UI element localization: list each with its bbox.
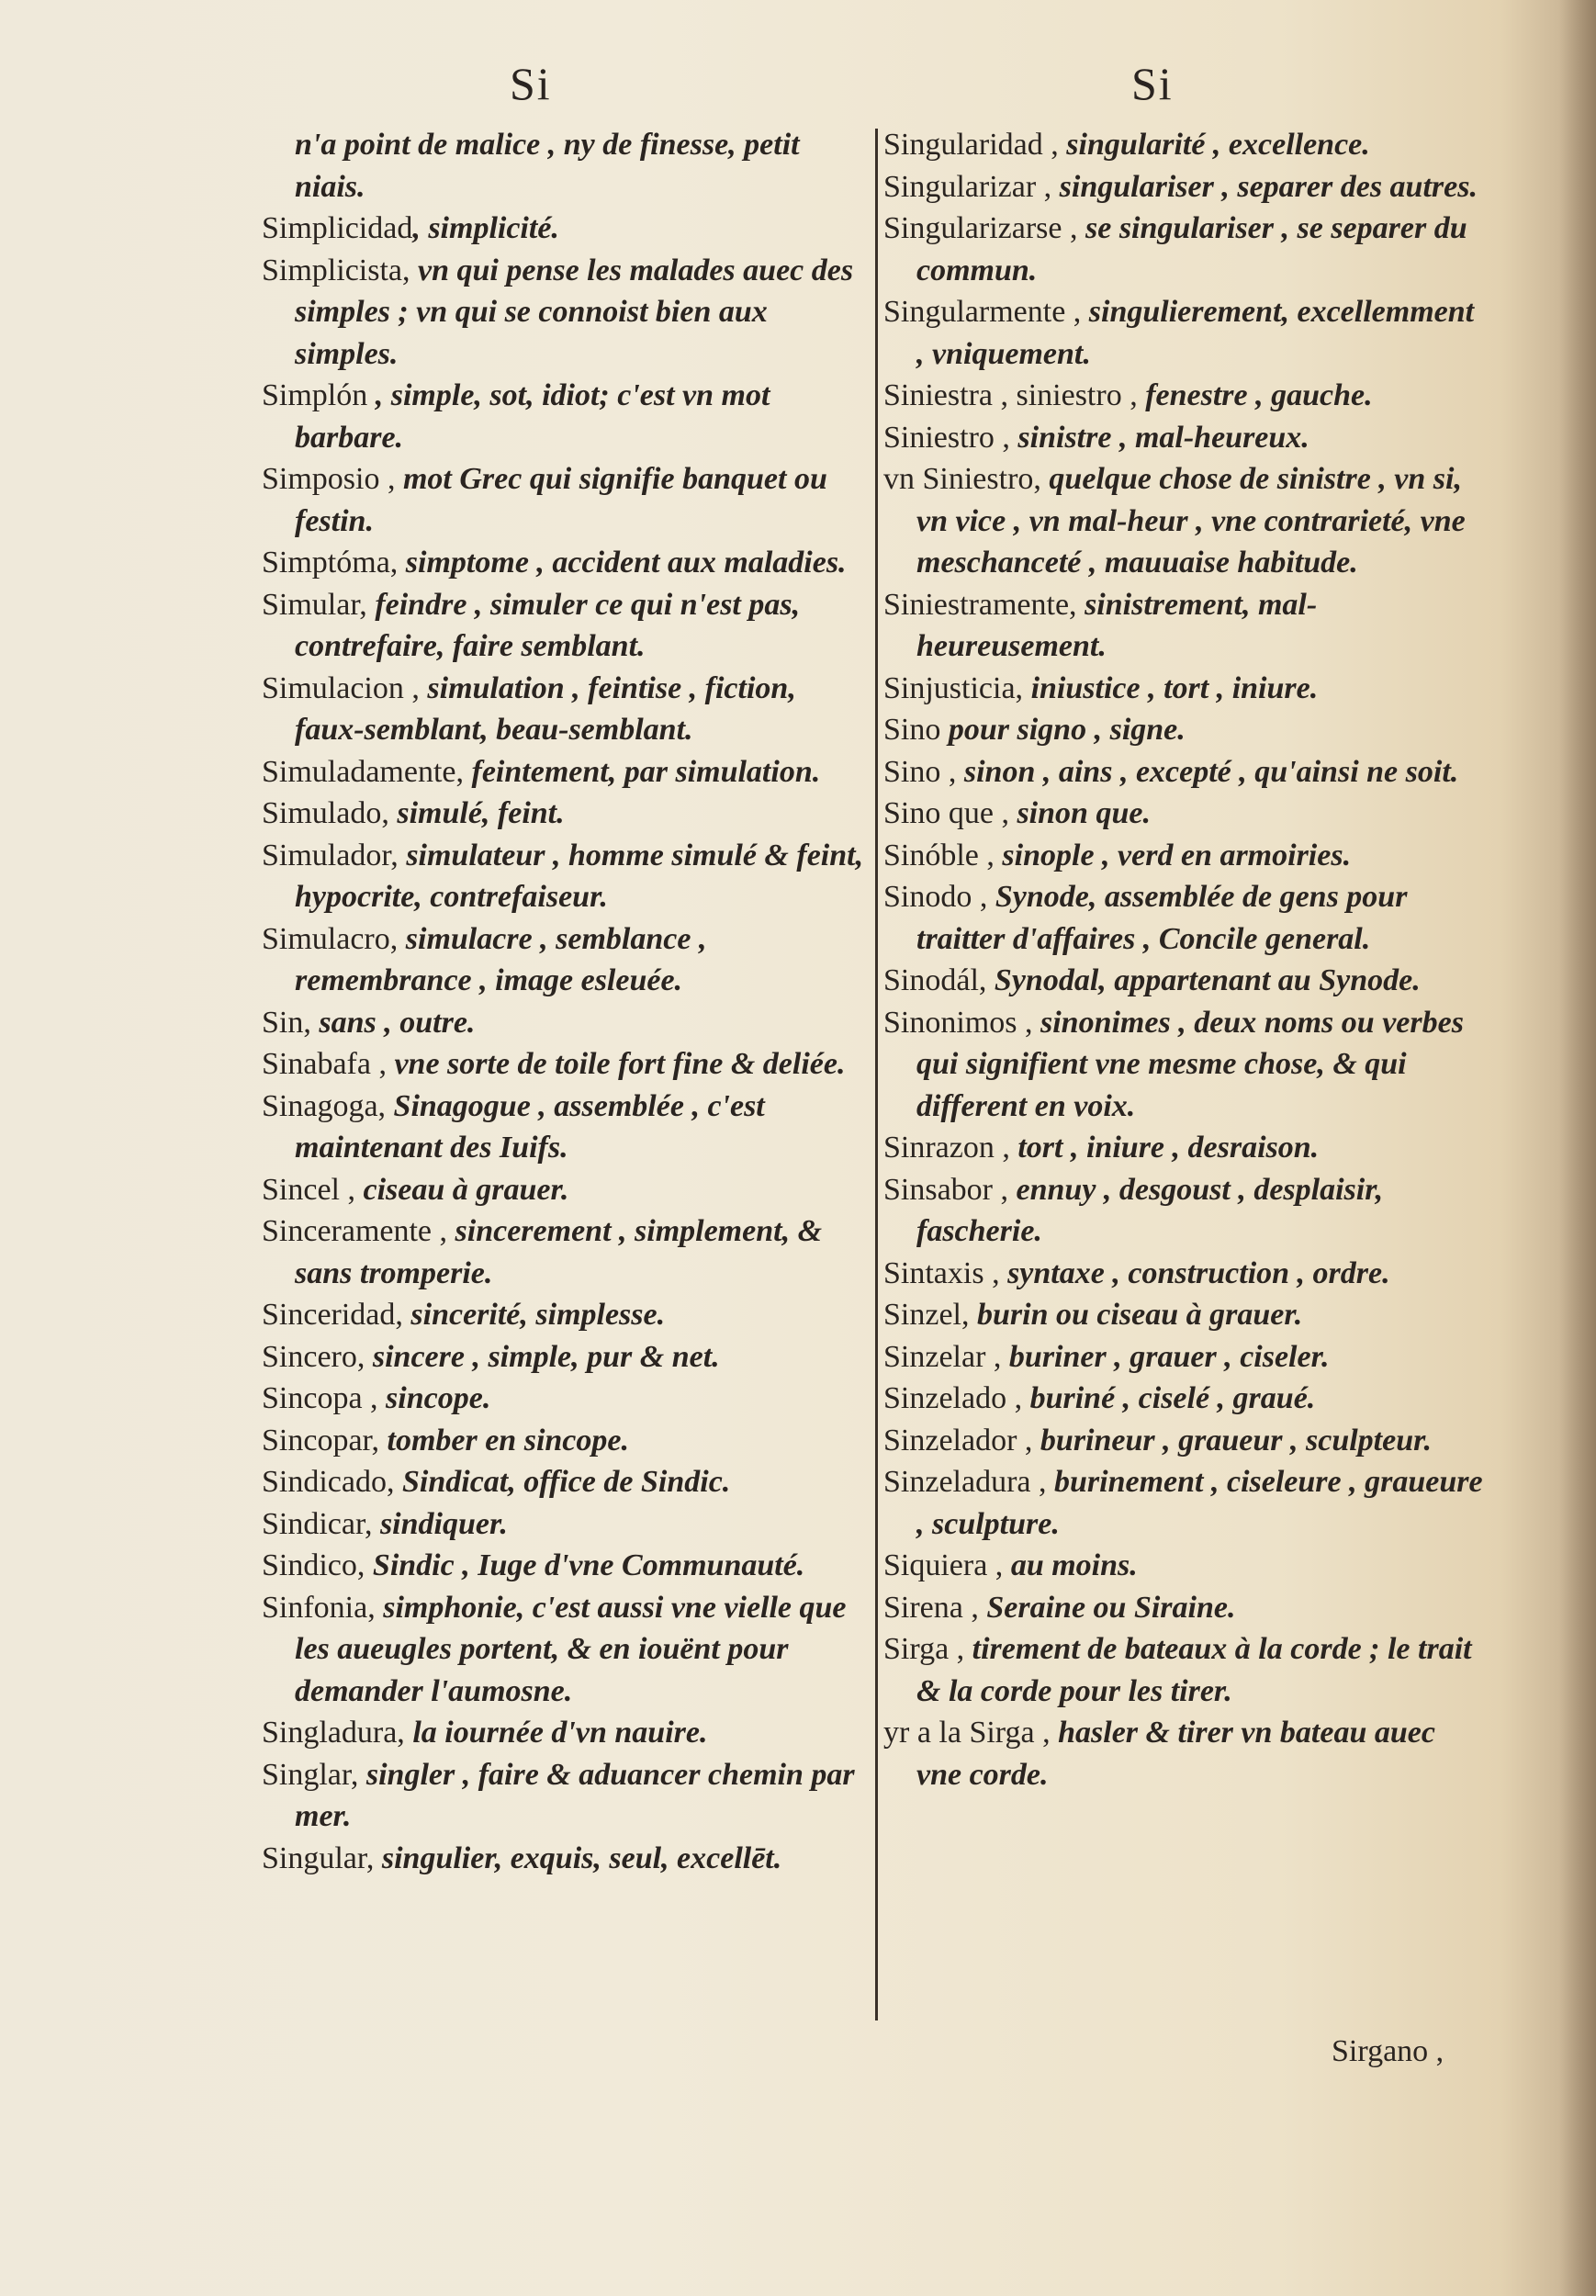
- dictionary-entry: [262, 1210, 868, 1294]
- entry-headword: Sinceridad,: [262, 1298, 403, 1332]
- entry-definition: vne sorte de toile fort fine & deliée.: [386, 1047, 846, 1081]
- entry-definition: tort , iniure , desraison.: [1009, 1131, 1320, 1165]
- page-edge-shadow: [1559, 0, 1596, 2296]
- left-header: Si: [510, 58, 552, 109]
- entry-headword: Sinzelar ,: [883, 1339, 1002, 1374]
- entry-headword: Simulado,: [262, 796, 389, 830]
- entry-headword: Sintaxis ,: [883, 1255, 1000, 1290]
- entry-definition: simulateur , homme simulé & feint, hypocrite, contrefaiseur.: [295, 838, 864, 914]
- entry-headword: Sincopar,: [262, 1423, 379, 1458]
- dictionary-entry: [262, 584, 868, 668]
- column-divider: [875, 129, 878, 2020]
- dictionary-entry: [262, 542, 868, 584]
- dictionary-entry: [262, 1086, 868, 1169]
- entry-definition: singler , faire & aduancer chemin par mer.: [295, 1757, 855, 1833]
- right-header: Si: [1131, 58, 1174, 109]
- right-column: [883, 124, 1485, 1795]
- catchword: Sirgano ,: [1332, 2034, 1444, 2068]
- dictionary-entry: [883, 458, 1485, 584]
- entry-definition: pour signo , signe.: [940, 713, 1186, 747]
- dictionary-entry: [262, 208, 868, 250]
- entry-definition: fenestre , gauche.: [1137, 378, 1373, 412]
- entry-definition: singulier, exquis, seul, excellēt.: [374, 1840, 782, 1875]
- dictionary-entry: [262, 1838, 868, 1880]
- dictionary-entry: [883, 793, 1485, 835]
- dictionary-entry: [883, 1420, 1485, 1462]
- entry-definition: Synode, assemblée de gens pour traitter d'affaires , Concile general.: [916, 880, 1408, 956]
- dictionary-entry: [883, 208, 1485, 291]
- entry-headword: Siniestramente,: [883, 587, 1077, 622]
- entry-definition: singulierement, excellemment , vniquement.: [916, 295, 1475, 371]
- entry-definition: sinon , ains , excepté , qu'ainsi ne soit.: [956, 754, 1459, 789]
- entry-headword: Sino ,: [883, 754, 957, 789]
- entry-headword: Simuladamente,: [262, 754, 465, 789]
- entry-definition: sincere , simple, pur & net.: [365, 1339, 720, 1374]
- entry-definition: quelque chose de sinistre , vn si, vn vice , vn mal-heur , vne contrarieté, vne meschanceté , mauuaise habitude.: [916, 462, 1466, 580]
- dictionary-entry: [883, 709, 1485, 751]
- dictionary-entry: [262, 375, 868, 458]
- dictionary-entry: [883, 1169, 1485, 1253]
- entry-headword: Simplón: [262, 378, 368, 412]
- entry-definition: sincerement , simplement, & sans tromperie.: [295, 1214, 823, 1290]
- entry-headword: Simular,: [262, 587, 367, 622]
- entry-definition: vn qui pense les malades auec des simples ; vn qui se connoist bien aux simples.: [295, 253, 854, 371]
- entry-definition: Sindicat, office de Sindic.: [394, 1465, 731, 1499]
- dictionary-entry: [262, 835, 868, 918]
- dictionary-entry: [262, 751, 868, 793]
- dictionary-entry: [262, 1545, 868, 1587]
- dictionary-entry: [262, 1336, 868, 1379]
- dictionary-entry: [262, 1043, 868, 1086]
- entry-headword: Sinzeladura ,: [883, 1465, 1047, 1499]
- entry-headword: Sinfonia,: [262, 1590, 376, 1625]
- entry-headword: Sinzelador ,: [883, 1423, 1033, 1458]
- entry-definition: buriné , ciselé , graué.: [1022, 1381, 1316, 1415]
- entry-headword: Sirena ,: [883, 1590, 979, 1625]
- entry-definition: singulariser , separer des autres.: [1051, 169, 1478, 204]
- entry-definition: ciseau à grauer.: [354, 1172, 569, 1207]
- entry-headword: Sino que ,: [883, 796, 1009, 830]
- dictionary-entry: [883, 1336, 1485, 1379]
- entry-headword: Simulacro,: [262, 921, 399, 956]
- entry-headword: Sincero,: [262, 1339, 365, 1374]
- entry-headword: Sinzelado ,: [883, 1381, 1023, 1415]
- dictionary-entry: [883, 291, 1485, 375]
- dictionary-entry: [262, 1378, 868, 1420]
- entry-headword: Simplicista,: [262, 253, 410, 287]
- dictionary-entry: [883, 1461, 1485, 1545]
- entry-definition: au moins.: [1003, 1548, 1138, 1582]
- dictionary-entry: [883, 124, 1485, 166]
- dictionary-entry: [883, 1127, 1485, 1169]
- entry-definition: burineur , graueur , sculpteur.: [1032, 1423, 1432, 1458]
- entry-headword: Sinzel,: [883, 1298, 970, 1332]
- dictionary-entry: [262, 1712, 868, 1754]
- entry-definition: tomber en sincope.: [379, 1423, 629, 1458]
- dictionary-entry: [883, 1545, 1485, 1587]
- entry-headword: Sinodál,: [883, 963, 987, 997]
- entry-definition: sinistre , mal-heureux.: [1009, 420, 1309, 455]
- entry-headword: Simulacion ,: [262, 670, 420, 705]
- dictionary-entry: [883, 668, 1485, 710]
- entry-headword: Sinóble ,: [883, 838, 995, 872]
- entry-definition: sinople , verd en armoiries.: [994, 838, 1352, 872]
- entry-headword: Sirga ,: [883, 1632, 965, 1666]
- entry-definition: tirement de bateaux à la corde ; le trait & la corde pour les tirer.: [916, 1632, 1472, 1708]
- entry-definition: se singulariser , se separer du commun.: [916, 211, 1467, 287]
- dictionary-entry: [883, 1587, 1485, 1629]
- dictionary-entry: [262, 668, 868, 751]
- entry-definition: simulé, feint.: [388, 796, 565, 830]
- dictionary-entry: [262, 1461, 868, 1503]
- entry-definition: mot Grec qui signifie banquet ou festin.: [295, 462, 827, 538]
- dictionary-entry: [883, 876, 1485, 960]
- entry-definition: hasler & tirer vn bateau auec vne corde.: [916, 1716, 1435, 1792]
- entry-definition: sinon que.: [1008, 796, 1151, 830]
- entry-definition: sinonimes , deux noms ou verbes qui signifient vne mesme chose, & qui different en voix.: [916, 1005, 1464, 1123]
- entry-headword: Sino: [883, 713, 941, 747]
- entry-headword: Sinodo ,: [883, 880, 988, 914]
- entry-definition: burin ou ciseau à grauer.: [969, 1298, 1303, 1332]
- entry-definition: simphonie, c'est aussi vne vielle que les aueugles portent, & en iouënt pour demander l'aumosne.: [295, 1590, 847, 1708]
- entry-headword: Simplicidad: [262, 211, 413, 245]
- entry-headword: Sinabafa ,: [262, 1047, 387, 1081]
- entry-definition: sincerité, simplesse.: [402, 1298, 666, 1332]
- entry-headword: vn Siniestro,: [883, 462, 1041, 496]
- entry-headword: Singlar,: [262, 1757, 359, 1792]
- entry-headword: Singularizar ,: [883, 169, 1052, 204]
- entry-headword: Simposio ,: [262, 462, 396, 496]
- entry-headword: Siniestro ,: [883, 420, 1010, 455]
- entry-definition: sans , outre.: [310, 1005, 476, 1040]
- dictionary-entry: [883, 1628, 1485, 1712]
- entry-headword: Sinsabor ,: [883, 1172, 1008, 1207]
- entry-definition: syntaxe , construction , ordre.: [999, 1255, 1390, 1290]
- dictionary-entry: [883, 417, 1485, 459]
- entry-headword: Sindicado,: [262, 1465, 395, 1499]
- entry-headword: Simulador,: [262, 838, 399, 872]
- entry-definition: , simplicité.: [412, 211, 559, 245]
- dictionary-entry: [262, 1169, 868, 1211]
- dictionary-entry: [262, 458, 868, 542]
- dictionary-entry: [262, 1754, 868, 1838]
- entry-headword: Singular,: [262, 1840, 375, 1875]
- entry-headword: Sincopa ,: [262, 1381, 378, 1415]
- dictionary-entry: [883, 1712, 1485, 1795]
- entry-definition: sinistrement, mal-heureusement.: [916, 587, 1318, 663]
- entry-headword: Sinonimos ,: [883, 1005, 1033, 1040]
- entry-definition: sincope.: [377, 1381, 491, 1415]
- entry-headword: Singladura,: [262, 1716, 405, 1750]
- entry-definition: simulation , feintise , fiction, faux-semblant, beau-semblant.: [295, 670, 796, 747]
- entry-headword: Singularidad ,: [883, 128, 1059, 162]
- entry-definition: singularité , excellence.: [1058, 128, 1370, 162]
- dictionary-entry: [883, 835, 1485, 877]
- continuation-text: n'a point de malice , ny de finesse, petit niais.: [295, 128, 800, 204]
- entry-headword: Simptóma,: [262, 546, 399, 580]
- dictionary-entry: [262, 1587, 868, 1713]
- entry-headword: Sindico,: [262, 1548, 365, 1582]
- dictionary-entry: [883, 960, 1485, 1002]
- dictionary-entry: [883, 166, 1485, 208]
- dictionary-entry: [883, 1294, 1485, 1336]
- entry-definition: simptome , accident aux maladies.: [398, 546, 847, 580]
- dictionary-entry: [262, 1503, 868, 1546]
- dictionary-entry: [883, 1253, 1485, 1295]
- entry-headword: yr a la Sirga ,: [883, 1716, 1051, 1750]
- entry-headword: Singularmente ,: [883, 295, 1082, 329]
- entry-definition: buriner , grauer , ciseler.: [1001, 1339, 1330, 1374]
- entry-headword: Sinceramente ,: [262, 1214, 448, 1248]
- dictionary-entry: [883, 1378, 1485, 1420]
- dictionary-entry: [883, 375, 1485, 417]
- dictionary-entry: [262, 1420, 868, 1462]
- entry-definition: Sinagogue , assemblée , c'est maintenant des Iuifs.: [295, 1088, 765, 1165]
- entry-definition: iniustice , tort , iniure.: [1023, 670, 1319, 705]
- entry-definition: ennuy , desgoust , desplaisir, fascherie.: [916, 1172, 1384, 1248]
- entry-headword: Siquiera ,: [883, 1548, 1004, 1582]
- entry-definition: Synodal, appartenant au Synode.: [986, 963, 1421, 997]
- entry-headword: Siniestra , siniestro ,: [883, 378, 1138, 412]
- entry-definition: Seraine ou Siraine.: [978, 1590, 1236, 1625]
- entry-definition: feindre , simuler ce qui n'est pas, contrefaire, faire semblant.: [295, 587, 801, 663]
- entry-definition: la iournée d'vn nauire.: [404, 1716, 708, 1750]
- dictionary-entry: [262, 793, 868, 835]
- entry-definition: burinement , ciseleure , graueure , sculpture.: [916, 1465, 1483, 1541]
- entry-headword: Sinjusticia,: [883, 670, 1024, 705]
- entry-headword: Sindicar,: [262, 1506, 373, 1541]
- dictionary-entry: [262, 1294, 868, 1336]
- entry-headword: Sincel ,: [262, 1172, 355, 1207]
- entry-headword: Singularizarse ,: [883, 211, 1078, 245]
- dictionary-entry: [883, 584, 1485, 668]
- dictionary-entry: [262, 918, 868, 1002]
- entry-definition: simulacre , semblance , remembrance , image esleuée.: [295, 921, 707, 997]
- dictionary-entry: [262, 1002, 868, 1044]
- entry-headword: Sinrazon ,: [883, 1131, 1010, 1165]
- entry-definition: feintement, par simulation.: [464, 754, 821, 789]
- entry-headword: Sin,: [262, 1005, 311, 1040]
- entry-definition: , simple, sot, idiot; c'est vn mot barbare.: [295, 378, 770, 455]
- entry-headword: Sinagoga,: [262, 1088, 387, 1123]
- entry-definition: sindiquer.: [372, 1506, 508, 1541]
- entry-definition: Sindic , Iuge d'vne Communauté.: [365, 1548, 805, 1582]
- dictionary-entry: [883, 751, 1485, 793]
- left-column: [262, 124, 868, 1879]
- dictionary-entry: [883, 1002, 1485, 1128]
- dictionary-entry: [262, 250, 868, 376]
